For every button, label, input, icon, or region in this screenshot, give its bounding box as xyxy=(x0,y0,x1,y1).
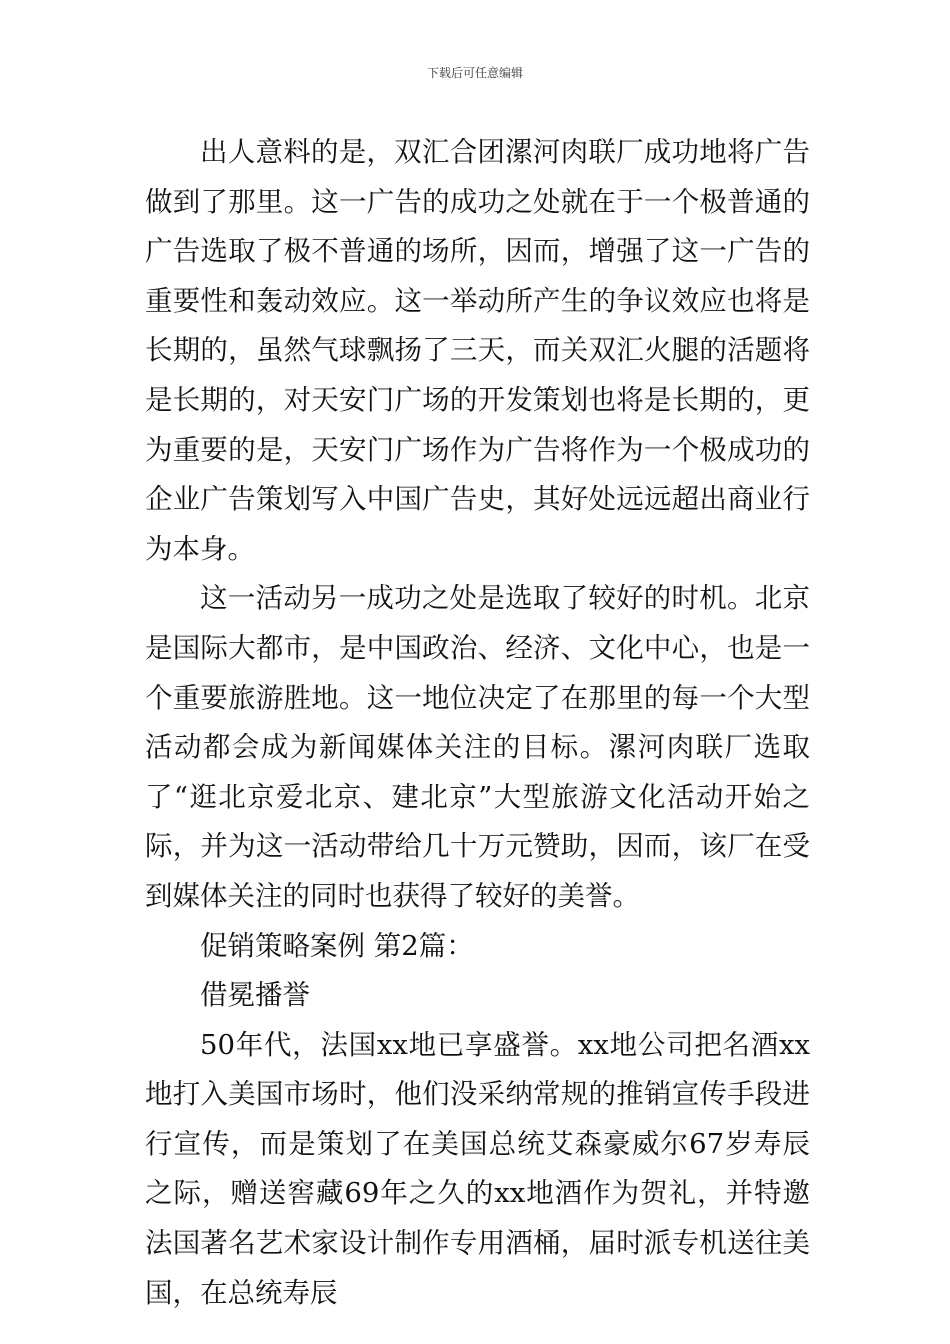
paragraph-2: 这一活动另一成功之处是选取了较好的时机。北京是国际大都市，是中国政治、经济、文化中心，也是一个重要旅游胜地。这一地位决定了在那里的每一个大型活动都会成为新闻媒体关注的目标。漯河肉联厂选取了“逛北京爱北京、建北京”大型旅游文化活动开始之际，并为这一活动带给几十万元赞助，因而，该厂在受到媒体关注的同时也获得了较好的美誉。 xyxy=(145,582,810,912)
case-title: 借冕播誉 xyxy=(200,979,310,1012)
paragraph-3: 50年代，法国xx地已享盛誉。xx地公司把名酒xx地打入美国市场时，他们没采纳常规的推销宣传手段进行宣传，而是策划了在美国总统艾森豪威尔67岁寿辰之际，赠送窖藏69年之久的xx地酒作为贺礼，并特邀法国著名艺术家设计制作专用酒桶，届时派专机送往美国，在总统寿辰 xyxy=(145,1028,810,1309)
document-body xyxy=(145,128,810,1318)
paragraph-1: 出人意料的是，双汇合团漯河肉联厂成功地将广告做到了那里。这一广告的成功之处就在于一个极普通的广告选取了极不普通的场所，因而，增强了这一广告的重要性和轰动效应。这一举动所产生的争议效应也将是长期的，虽然气球飘扬了三天，而关双汇火腿的活题将是长期的，对天安门广场的开发策划也将是长期的，更为重要的是，天安门广场作为广告将作为一个极成功的企业广告策划写入中国广告史，其好处远远超出商业行为本身。 xyxy=(145,136,810,565)
section-heading: 促销策略案例 第2篇： xyxy=(200,929,474,962)
page-header: 下载后可任意编辑 xyxy=(426,66,523,80)
